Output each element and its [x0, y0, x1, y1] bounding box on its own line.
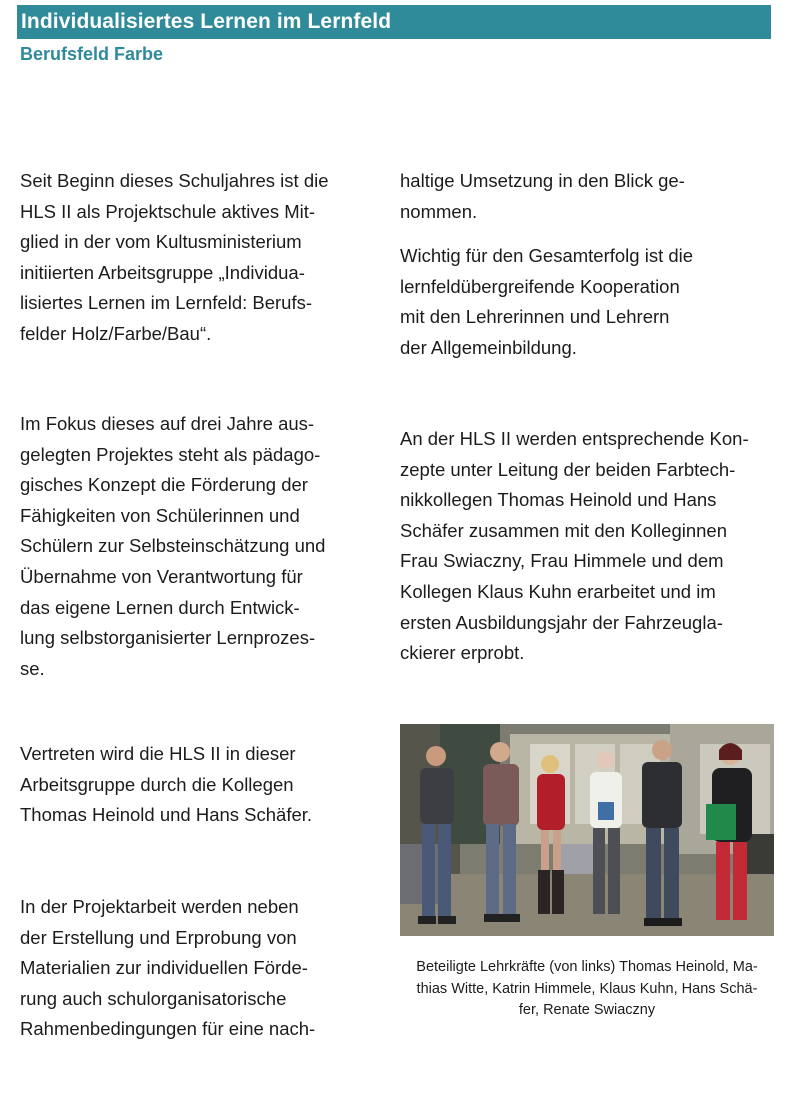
text-line: der Allgemeinbildung.: [400, 336, 577, 358]
text-line: Wichtig für den Gesamterfolg ist die: [400, 245, 694, 266]
text-line: Arbeitsgruppe durch die Kollegen: [20, 773, 294, 795]
caption-line: thias Witte, Katrin Himmele, Klaus Kuhn, Hans Schä-: [416, 980, 758, 997]
article-subtitle: Berufsfeld Farbe: [20, 44, 164, 64]
text-line: gisches Konzept die Förderung der: [20, 474, 308, 496]
caption-line: fer, Renate Swiaczny: [518, 1002, 656, 1018]
text-line: se.: [20, 657, 45, 679]
article-title: Individualisiertes Lernen im Lernfeld: [17, 5, 771, 39]
text-line: Seit Beginn dieses Schuljahres ist die: [20, 170, 329, 191]
text-line: Materialien zur individuellen Förde-: [20, 957, 308, 979]
text-line: initiierten Arbeitsgruppe „Individua-: [20, 261, 305, 283]
left-paragraph-2: [20, 409, 325, 684]
text-line: nommen.: [400, 200, 478, 222]
text-line: gelegten Projektes steht als pädago-: [20, 443, 321, 465]
left-paragraph-4: [20, 892, 315, 1045]
text-line: Kollegen Klaus Kuhn erarbeitet und im: [400, 580, 716, 602]
text-line: Fähigkeiten von Schülerinnen und: [20, 504, 300, 526]
text-line: felder Holz/Farbe/Bau“.: [20, 322, 212, 344]
text-line: In der Projektarbeit werden neben: [20, 896, 299, 917]
text-line: der Erstellung und Erprobung von: [20, 926, 297, 948]
text-line: mit den Lehrerinnen und Lehrern: [400, 306, 670, 328]
text-line: Schäfer zusammen mit den Kolleginnen: [400, 519, 728, 541]
text-line: Rahmenbedingungen für eine nach-: [20, 1018, 316, 1040]
left-paragraph-3: [20, 739, 312, 831]
text-line: Schülern zur Selbsteinschätzung und: [20, 535, 326, 557]
text-line: rung auch schulorganisatorische: [20, 987, 287, 1009]
photo-caption: [398, 957, 776, 1022]
right-paragraph-2: [400, 241, 693, 363]
right-paragraph-1: [400, 166, 685, 227]
text-line: ckierer erprobt.: [400, 642, 525, 664]
caption-line: Beteiligte Lehrkräfte (von links) Thomas Heinold, Ma-: [416, 959, 758, 975]
group-photo-image: [400, 724, 774, 936]
left-paragraph-1: [20, 166, 329, 350]
text-line: lernfeldübergreifende Kooperation: [400, 275, 680, 297]
text-line: Thomas Heinold und Hans Schäfer.: [20, 804, 313, 826]
text-line: zepte unter Leitung der beiden Farbtech-: [400, 458, 736, 480]
text-line: An der HLS II werden entsprechende Kon-: [400, 428, 749, 449]
text-line: glied in der vom Kultusministerium: [20, 231, 302, 253]
group-photo: [400, 724, 774, 936]
text-line: das eigene Lernen durch Entwick-: [20, 596, 300, 618]
text-line: nikkollegen Thomas Heinold und Hans: [400, 489, 717, 511]
text-line: Übernahme von Verantwortung für: [20, 565, 303, 587]
text-line: lisiertes Lernen im Lernfeld: Berufs-: [20, 292, 313, 314]
text-line: Im Fokus dieses auf drei Jahre aus-: [20, 413, 315, 434]
right-paragraph-3: [400, 424, 749, 669]
text-line: lung selbstorganisierter Lernprozes-: [20, 627, 316, 649]
text-line: ersten Ausbildungsjahr der Fahrzeugla-: [400, 611, 723, 633]
text-line: Vertreten wird die HLS II in dieser: [20, 743, 296, 764]
text-line: HLS II als Projektschule aktives Mit-: [20, 200, 316, 222]
text-line: haltige Umsetzung in den Blick ge-: [400, 170, 685, 191]
text-line: Frau Swiaczny, Frau Himmele und dem: [400, 550, 724, 572]
